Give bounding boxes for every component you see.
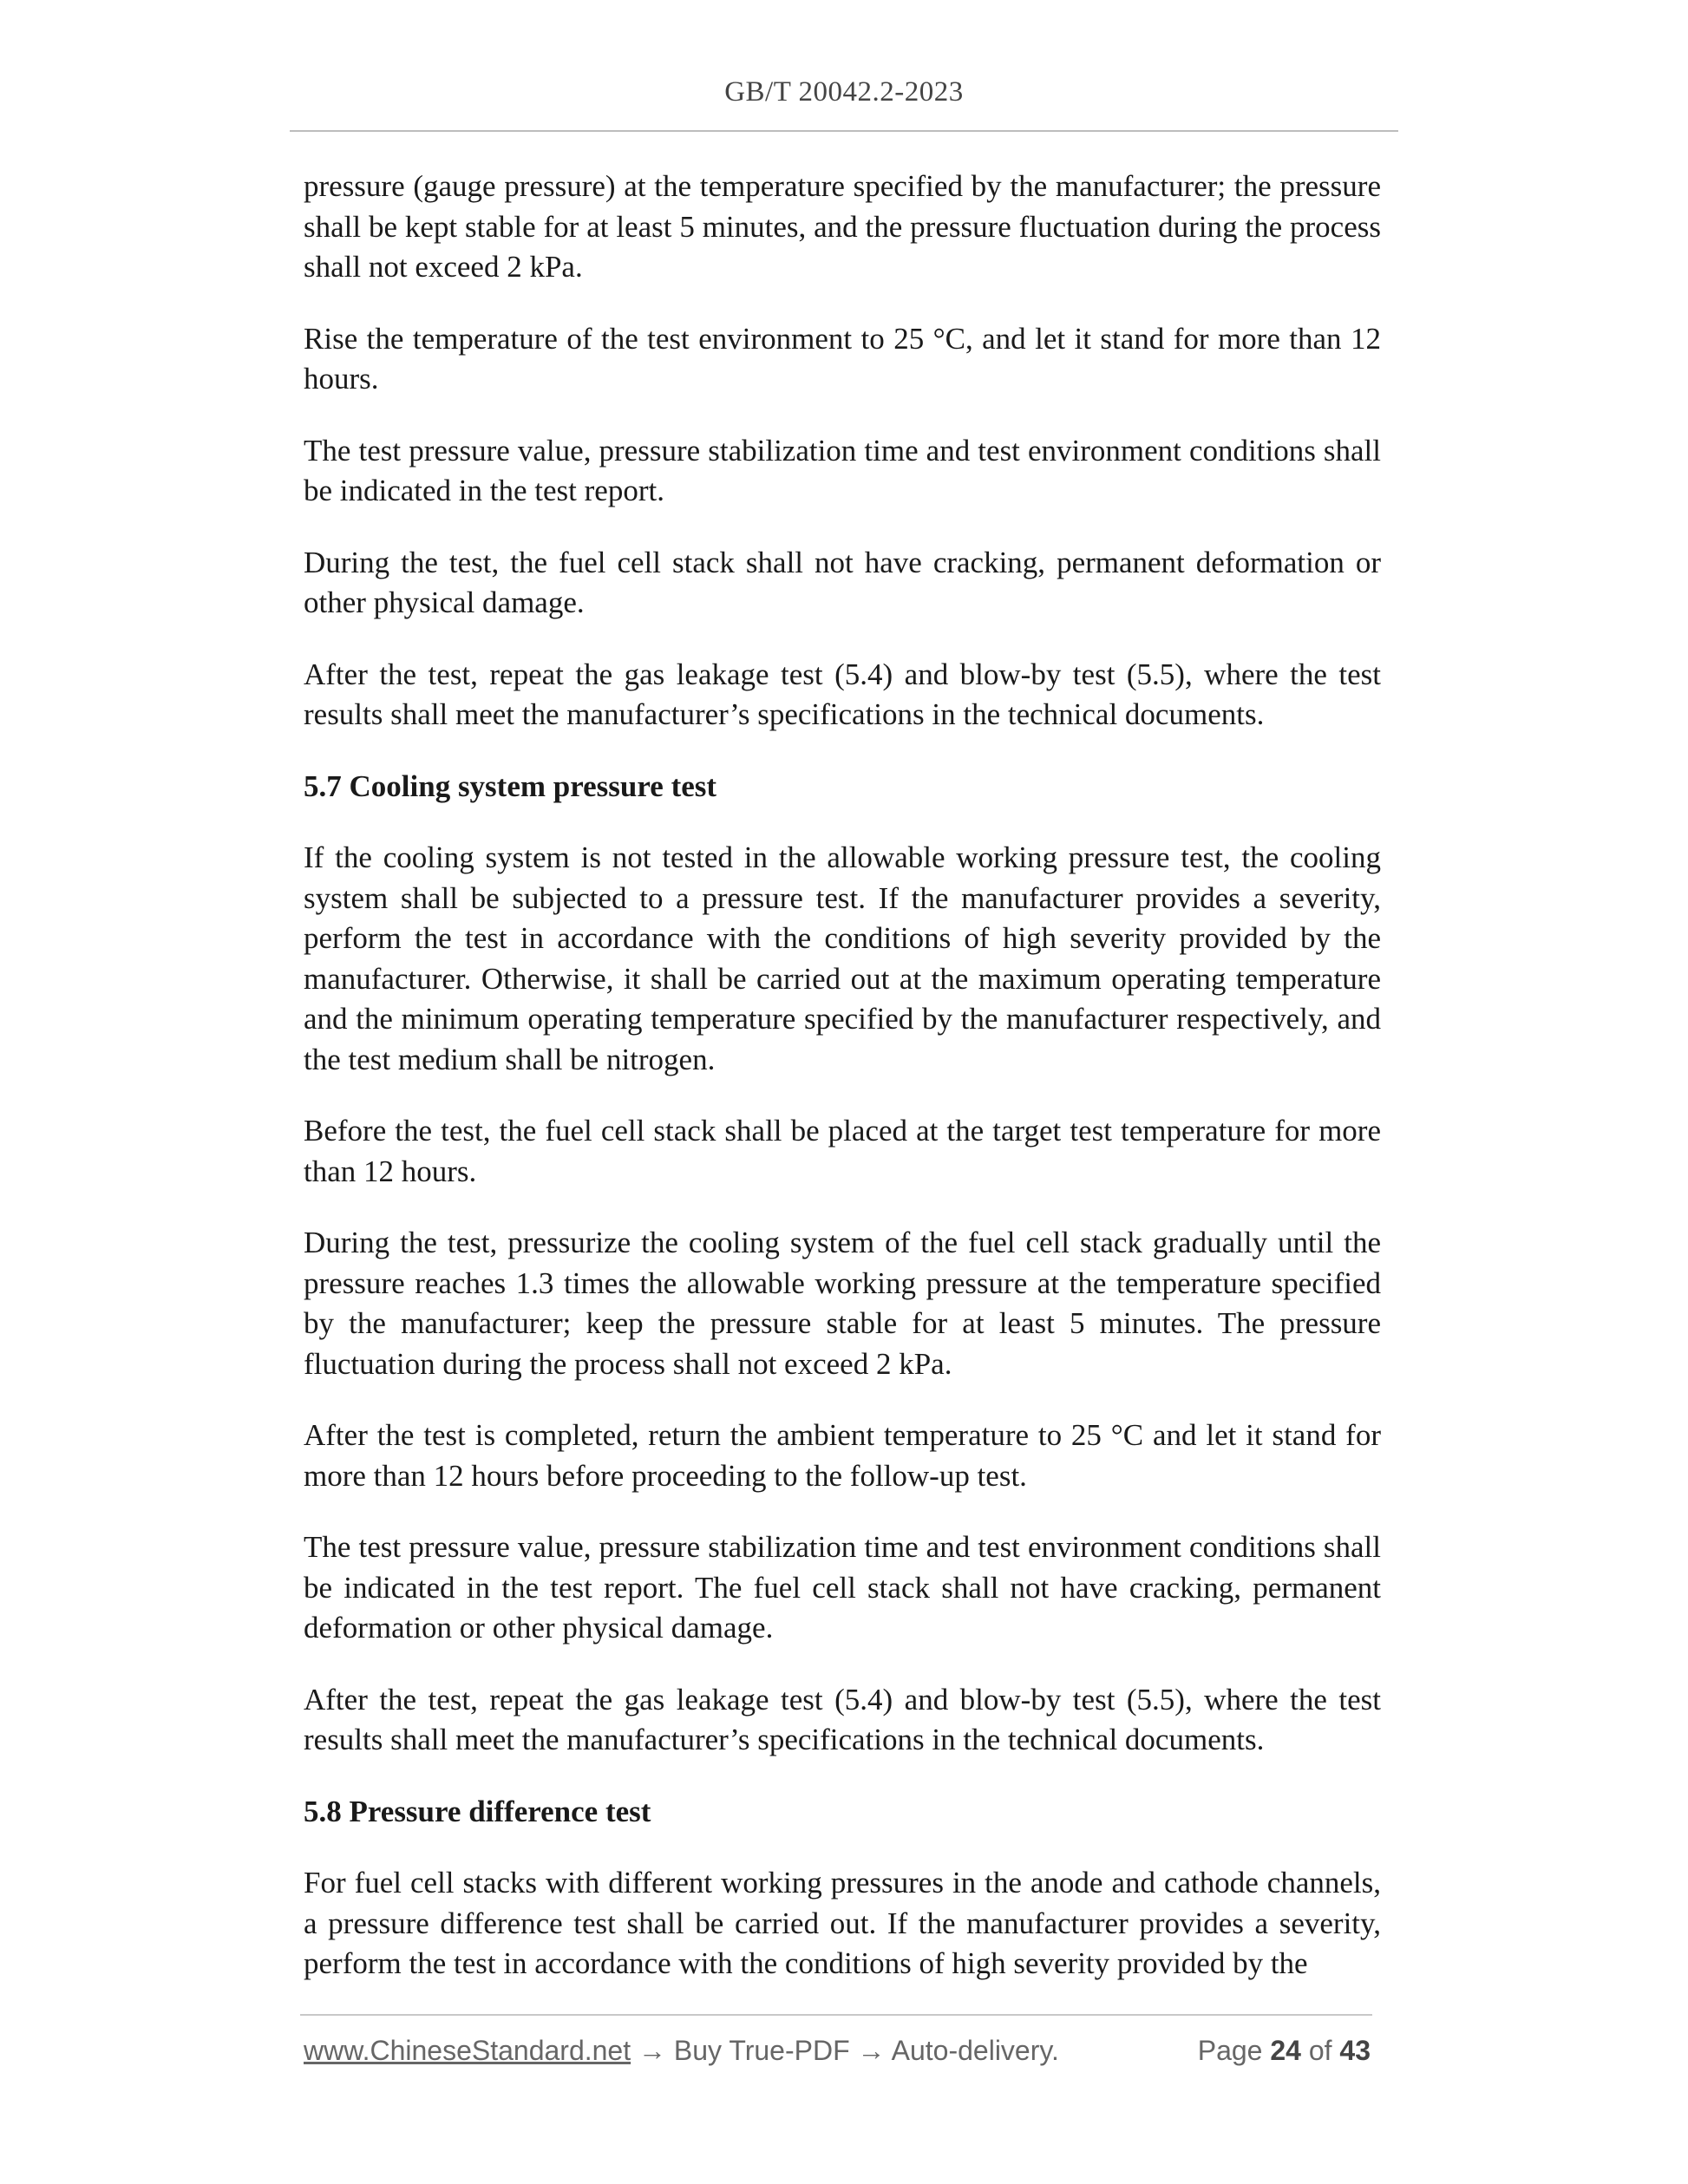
footer-delivery-text: Auto-delivery. [891,2035,1059,2066]
paragraph-rise-temperature: Rise the temperature of the test environment to 25 °C, and let it stand for more than 12 hours. [304,321,1381,396]
page-of-label: of [1308,2035,1332,2066]
chinesestandard-link[interactable]: www.ChineseStandard.net [304,2035,631,2066]
document-body [304,167,1381,2016]
paragraph-pressure-difference: For fuel cell stacks with different working pressures in the anode and cathode channels, a pressure difference test shall be carried out. If the manufacturer provides a severity, perform the test in accordance with the conditions of high severity provided by the [304,1866,1381,1980]
paragraph-repeat-tests-2: After the test, repeat the gas leakage test (5.4) and blow-by test (5.5), where the test results shall meet the manufacturer’s specifications in the technical documents. [304,1682,1381,1756]
footer-divider [300,2014,1372,2016]
paragraph-cooling-intro: If the cooling system is not tested in the allowable working pressure test, the cooling system shall be subjected to a pressure test. If the manufacturer provides a severity, perform the test in accordance with the conditions of high severity provided by the manufacturer. Otherwise, it shall be carried out at the maximum operating temperature and the minimum operating temperature specified by the manufacturer respectively, and the test medium shall be nitrogen. [304,840,1381,1076]
footer-promo [304,2035,1059,2067]
page-total: 43 [1339,2035,1371,2066]
paragraph-test-report: The test pressure value, pressure stabilization time and test environment conditions shall be indicated in the test report. [304,433,1381,507]
paragraph-repeat-tests: After the test, repeat the gas leakage test (5.4) and blow-by test (5.5), where the test results shall meet the manufacturer’s specifications in the technical documents. [304,657,1381,731]
page-label: Page [1197,2035,1263,2066]
page-number [1198,2035,1371,2067]
footer-buy-text: Buy True-PDF [673,2035,850,2066]
paragraph-pressurize: During the test, pressurize the cooling system of the fuel cell stack gradually until the pressure reaches 1.3 times the allowable working pressure at the temperature specified by the manufacturer; keep the pressure stable for at least 5 minutes. The pressure fluctuation during the process shall not exceed 2 kPa. [304,1226,1381,1381]
arrow-right-icon: → [857,2035,886,2066]
paragraph-gauge-pressure: pressure (gauge pressure) at the temperature specified by the manufacturer; the pressure shall be kept stable for at least 5 minutes, and the pressure fluctuation during the process shall not exceed 2 kPa. [304,169,1381,284]
arrow-right-icon: → [638,2035,666,2066]
page-current: 24 [1270,2035,1301,2066]
paragraph-before-test: Before the test, the fuel cell stack shall be placed at the target test temperature for more than 12 hours. [304,1114,1381,1188]
section-heading-5-8: 5.8 Pressure difference test [304,1794,651,1828]
header-divider [290,130,1398,132]
paragraph-no-damage: During the test, the fuel cell stack shall not have cracking, permanent deformation or other physical damage. [304,545,1381,619]
paragraph-return-ambient: After the test is completed, return the ambient temperature to 25 °C and let it stand for more than 12 hours before proceeding to the follow-up test. [304,1418,1381,1493]
document-header: GB/T 20042.2-2023 [724,76,964,108]
paragraph-report-damage: The test pressure value, pressure stabilization time and test environment conditions shall be indicated in the test report. The fuel cell stack shall not have cracking, permanent deformation or other physical damage. [304,1530,1381,1645]
section-heading-5-7: 5.7 Cooling system pressure test [304,768,717,803]
